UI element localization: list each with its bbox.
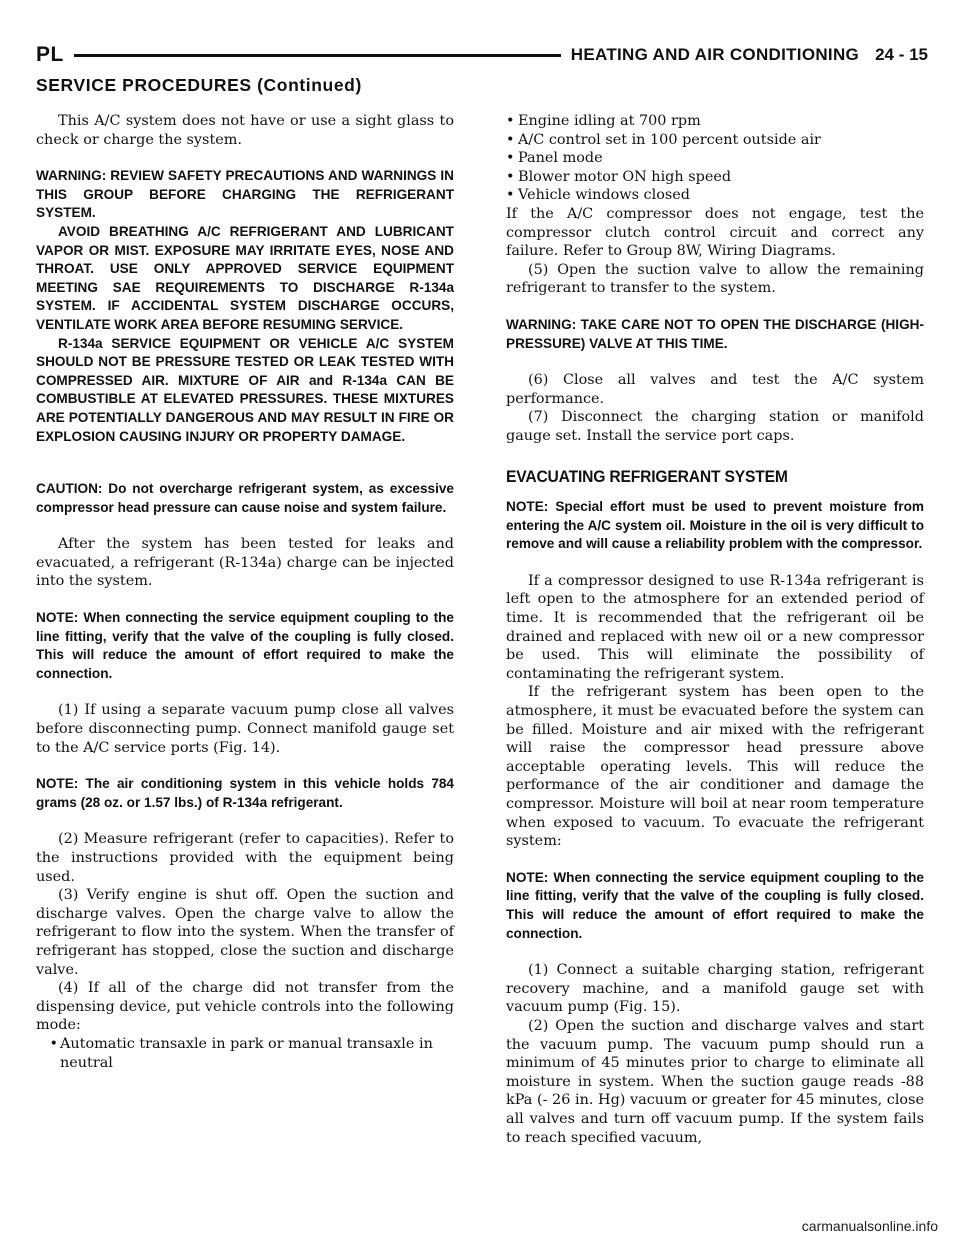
step-2: (2) Measure refrigerant (refer to capacities). Refer to the instructions provided with the equipment being used. [36, 831, 454, 885]
warning-vapor: AVOID BREATHING A/C REFRIGERANT AND LUBRICANT VAPOR OR MIST. EXPOSURE MAY IRRITATE EYES, NOSE AND THROAT. USE ONLY APPROVED SERVICE EQUIPMENT MEETING SAE REQUIREMENTS TO DISCHARGE R-134a SYSTEM. IF ACCIDENTAL SYSTEM DISCHARGE OCCURS, VENTILATE WORK AREA BEFORE RESUMING SERVICE. [36, 223, 454, 332]
bullet-text: A/C control set in 100 percent outside air [518, 131, 821, 148]
bullet-glyph: • [506, 131, 515, 148]
manual-code: PL [36, 43, 64, 66]
tested-paragraph: After the system has been tested for leaks and evacuated, a refrigerant (R-134a) charge can be injected into the system. [36, 536, 454, 590]
note-coupling: NOTE: When connecting the service equipment coupling to the line fitting, verify that the valve of the coupling is fully closed. This will reduce the amount of effort required to make the connection. [36, 610, 454, 681]
step-7: (7) Disconnect the charging station or manifold gauge set. Install the service port caps. [506, 409, 924, 444]
step-1: (1) If using a separate vacuum pump close all valves before disconnecting pump. Connect manifold gauge set to the A/C service ports (Fig. 14). [36, 702, 454, 756]
bullet-glyph: • [506, 113, 515, 129]
bullet-glyph: • [506, 150, 515, 167]
warning-block [36, 167, 454, 446]
bullet-glyph: • [506, 187, 515, 204]
chapter-title: HEATING AND AIR CONDITIONING [570, 45, 860, 64]
bullet-item [506, 149, 924, 168]
bullet-text: Engine idling at 700 rpm [518, 113, 701, 129]
header-rule [74, 54, 561, 57]
evac-step-2: (2) Open the suction and discharge valves and start the vacuum pump. The vacuum pump should run a minimum of 45 minutes prior to charge to eliminate all moisture in system. When the suction gauge reads -88 kPa (- 26 in. Hg) vacuum or greater for 45 minutes, close all valves and turn off vacuum pump. If the system fails to reach specified vacuum, [506, 1017, 924, 1146]
step-3: (3) Verify engine is shut off. Open the suction and discharge valves. Open the charge valve to allow the refrigerant to flow into the system. When the transfer of refrigerant has stopped, close the suction and discharge valve. [36, 887, 454, 978]
watermark: carmanualsonline.info [801, 1218, 938, 1234]
note-capacity: NOTE: The air conditioning system in this vehicle holds 784 grams (28 oz. or 1.57 lbs.) of R-134a refrigerant. [36, 776, 454, 810]
page-header [36, 42, 928, 68]
compressor-paragraph: If the A/C compressor does not engage, test the compressor clutch control circuit and correct any failure. Refer to Group 8W, Wiring Diagrams. [506, 205, 924, 260]
bullet-item [506, 112, 924, 131]
note-moisture: NOTE: Special effort must be used to prevent moisture from entering the A/C system oil. Moisture in the oil is very difficult to remove and will cause a reliability problem with the compressor. [506, 499, 924, 552]
intro-paragraph: This A/C system does not have or use a sight glass to check or charge the system. [36, 113, 454, 148]
bullet-item [506, 131, 924, 150]
heading-evacuating: EVACUATING REFRIGERANT SYSTEM [506, 466, 788, 486]
warning-discharge-valve: WARNING: TAKE CARE NOT TO OPEN THE DISCHARGE (HIGH-PRESSURE) VALVE AT THIS TIME. [506, 316, 924, 351]
caution-overcharge: CAUTION: Do not overcharge refrigerant system, as excessive compressor head pressure can cause noise and system failure. [36, 481, 454, 515]
step-4: (4) If all of the charge did not transfer from the dispensing device, put vehicle controls into the following mode: [36, 980, 454, 1034]
step-6: (6) Close all valves and test the A/C system performance. [506, 372, 924, 407]
page-number: 24 - 15 [875, 45, 928, 64]
bullet-glyph: • [49, 1035, 58, 1052]
right-column [506, 112, 924, 1147]
bullet-text: Panel mode [518, 150, 603, 167]
warning-charging: WARNING: REVIEW SAFETY PRECAUTIONS AND WARNINGS IN THIS GROUP BEFORE CHARGING THE REFRIGERANT SYSTEM. [36, 168, 454, 221]
open-compressor-paragraph: If a compressor designed to use R-134a refrigerant is left open to the atmosphere for an extended period of time. It is recommended that the refrigerant oil be drained and replaced with new oil or a new compressor be used. This will eliminate the possibility of contaminating the refrigerant system. [506, 572, 924, 682]
bullet-item [36, 1035, 454, 1072]
bullet-glyph: • [506, 168, 515, 185]
bullet-item [506, 186, 924, 205]
evac-step-1: (1) Connect a suitable charging station, refrigerant recovery machine, and a manifold gauge set with vacuum pump (Fig. 15). [506, 962, 924, 1016]
left-column [36, 112, 454, 1072]
bullet-text: Vehicle windows closed [518, 187, 690, 204]
bullet-text: Blower motor ON high speed [518, 168, 732, 185]
section-title: SERVICE PROCEDURES (Continued) [36, 75, 362, 95]
bullet-text: Automatic transaxle in park or manual transaxle in neutral [60, 1035, 433, 1071]
warning-compressed-air: R-134a SERVICE EQUIPMENT OR VEHICLE A/C SYSTEM SHOULD NOT BE PRESSURE TESTED OR LEAK TESTED WITH COMPRESSED AIR. MIXTURE OF AIR and R-134a CAN BE COMBUSTIBLE AT ELEVATED PRESSURES. THESE MIXTURES ARE POTENTIALLY DANGEROUS AND MAY RESULT IN FIRE OR EXPLOSION CAUSING INJURY OR PROPERTY DAMAGE. [36, 335, 454, 444]
note-coupling-2: NOTE: When connecting the service equipment coupling to the line fitting, verify that the valve of the coupling is fully closed. This will reduce the amount of effort required to make the connection. [506, 869, 924, 941]
step-5: (5) Open the suction valve to allow the remaining refrigerant to transfer to the system. [506, 261, 924, 297]
atmosphere-paragraph: If the refrigerant system has been open to the atmosphere, it must be evacuated before the system can be filled. Moisture and air mixed with the refrigerant will raise the compressor head pressure above acceptable operating levels. This will reduce the performance of the air conditioner and damage the compressor. Moisture will boil at near room temperature when exposed to vacuum. To evacuate the refrigerant system: [506, 684, 924, 850]
bullet-item [506, 168, 924, 187]
